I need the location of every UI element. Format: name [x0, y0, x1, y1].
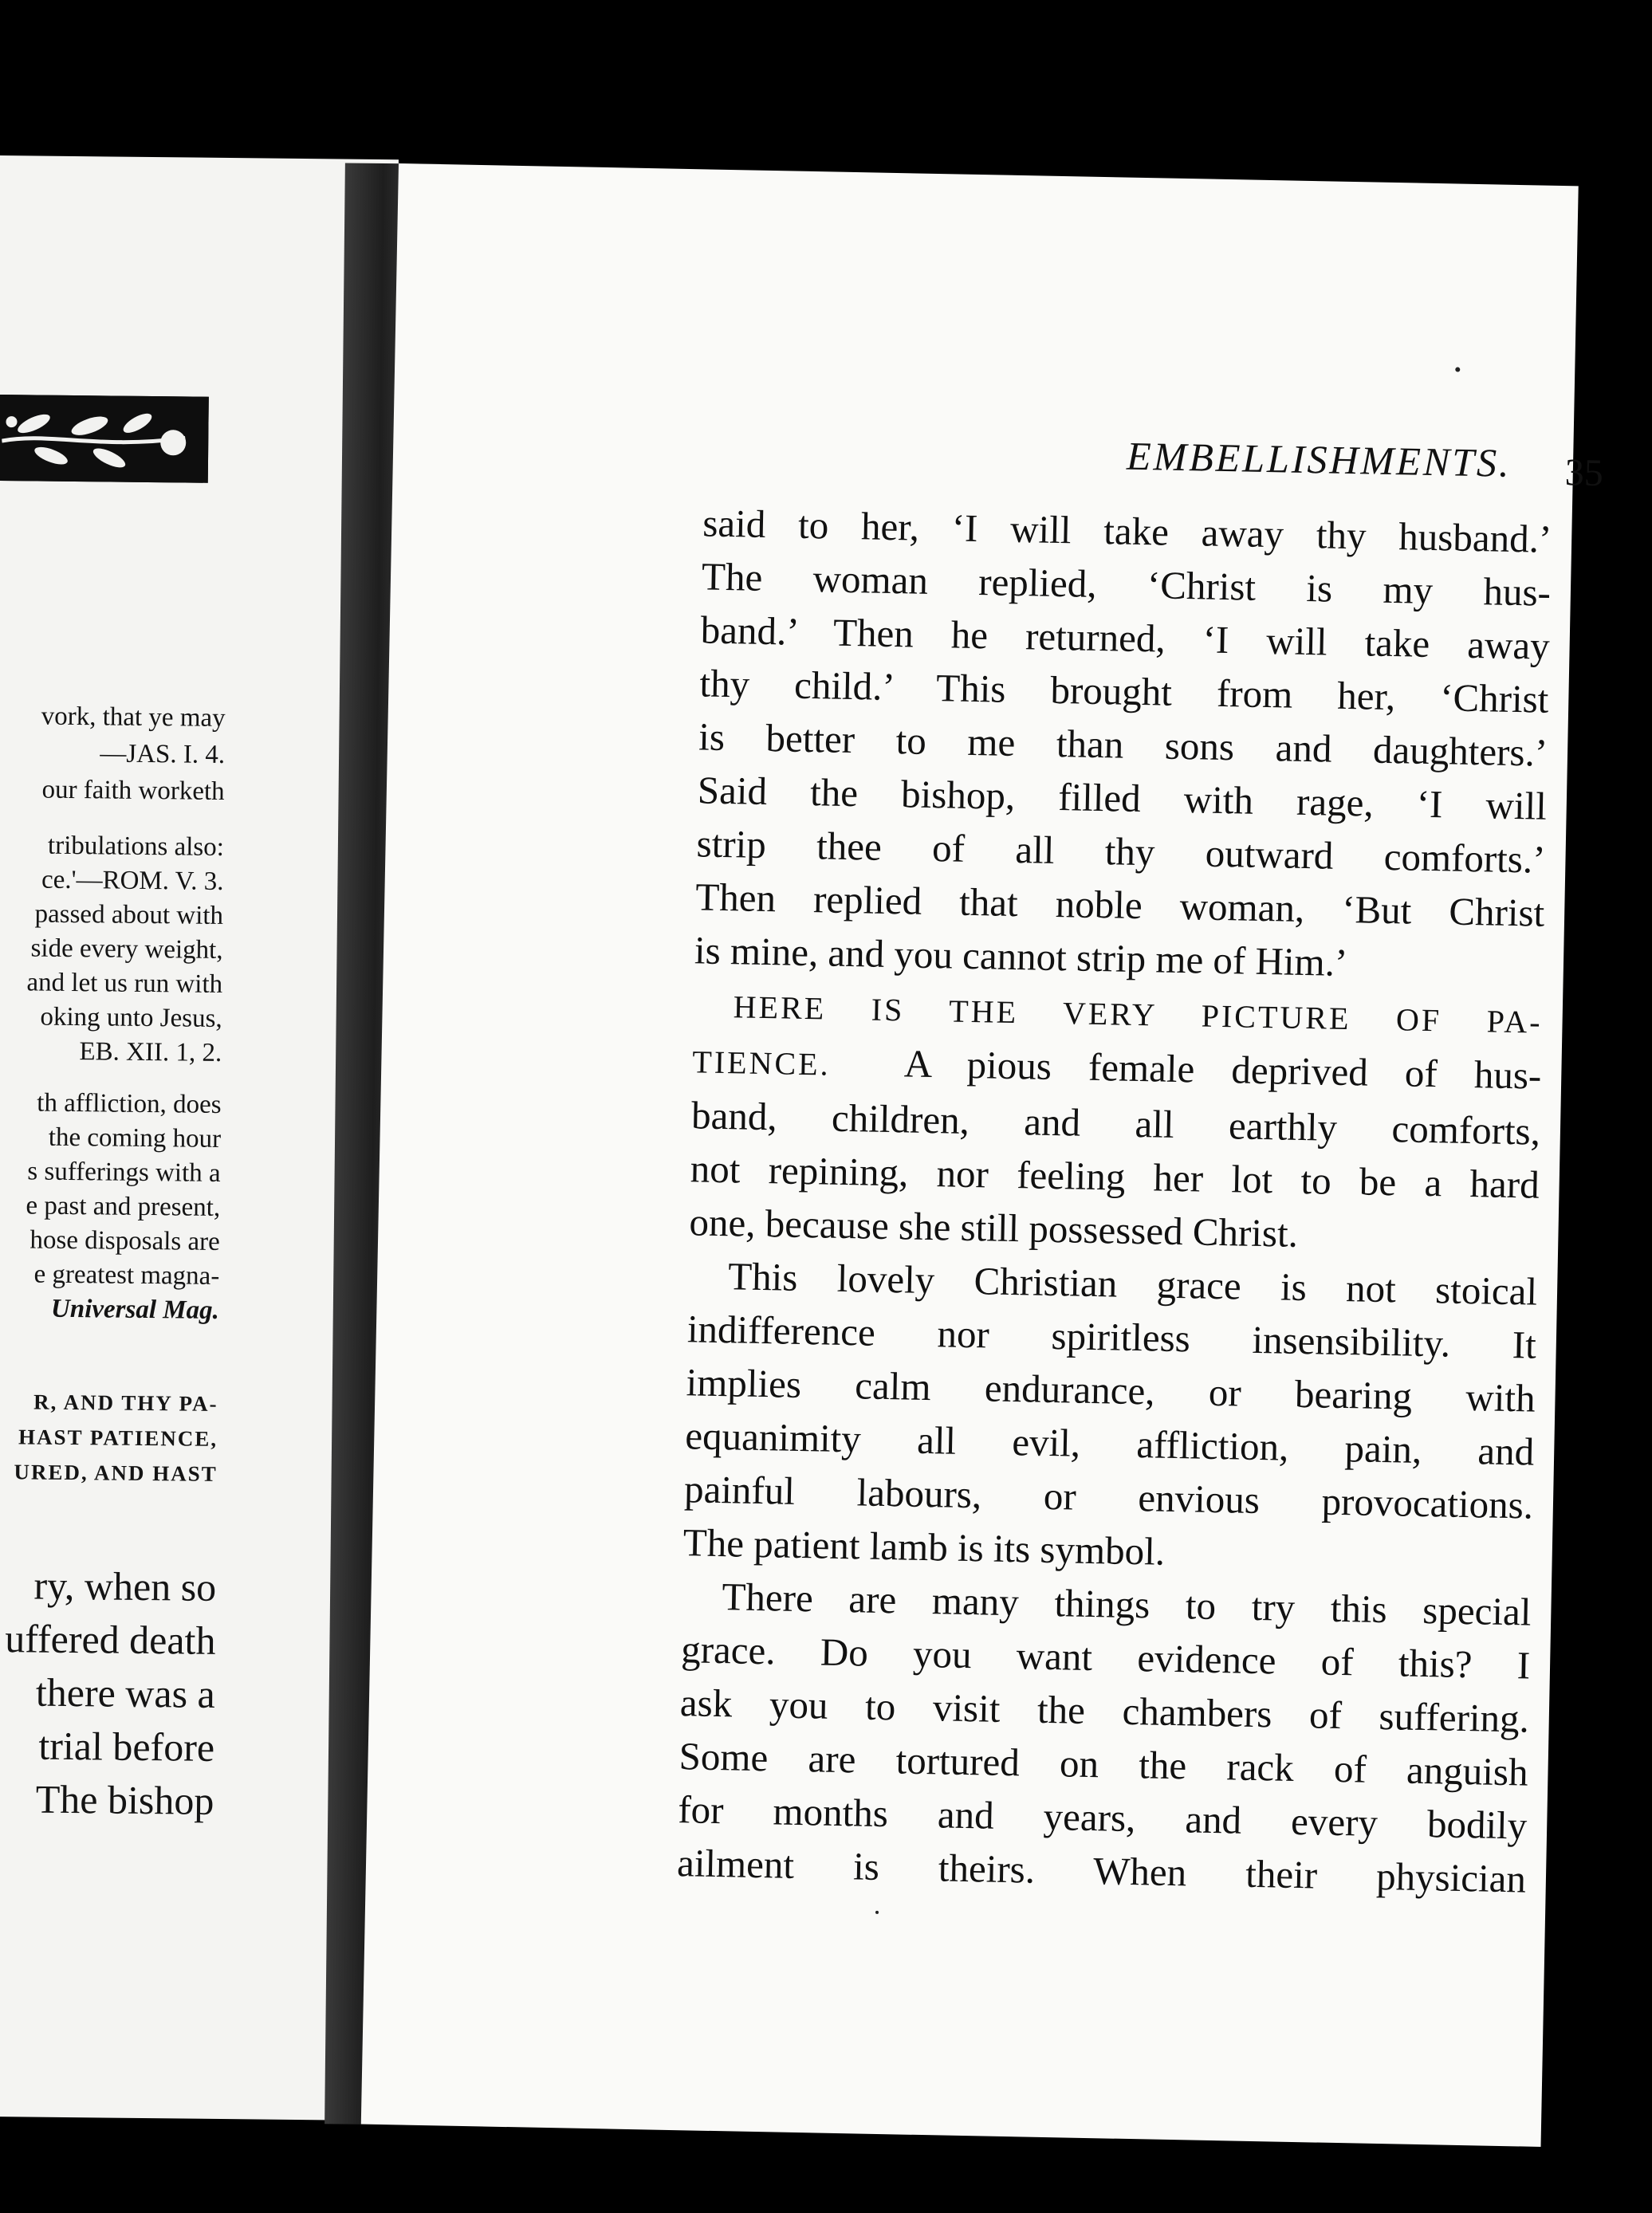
paper-speck: [875, 1911, 879, 1914]
text-line: ask you to visit the chambers of suffering.: [679, 1680, 1530, 1741]
left-caps-line: URED, AND HAST: [14, 1460, 218, 1486]
text-line: implies calm endurance, or bearing with: [686, 1360, 1536, 1421]
left-note-line: s sufferings with a: [27, 1157, 221, 1188]
left-caps-line: HAST PATIENCE,: [18, 1425, 218, 1451]
right-page: [361, 163, 1604, 2147]
text-line: The woman replied, ‘Christ is my hus-: [701, 554, 1552, 615]
text-line: Then replied that noble woman, ‘But Christ: [694, 875, 1545, 935]
text-line: said to her, ‘I will take away thy husband.’: [702, 501, 1552, 561]
left-note-line: vork, that ye may: [41, 702, 226, 733]
text-line: grace. Do you want evidence of this? I: [680, 1627, 1531, 1688]
text-line: is mine, and you cannot strip me of Him.’: [694, 928, 1348, 985]
left-caps-line: R, AND THY PA-: [33, 1390, 218, 1416]
left-note-line: th affliction, does: [37, 1088, 222, 1119]
left-note-line: e greatest magna-: [33, 1260, 220, 1291]
left-note-line: our faith worketh: [41, 775, 225, 806]
text-line: The patient lamb is its symbol.: [682, 1520, 1166, 1574]
text-line: for months and years, and every bodily: [677, 1787, 1528, 1848]
left-note-line: oking unto Jesus,: [40, 1002, 222, 1033]
leaf-vine-ornament-icon: [0, 395, 209, 483]
small-caps-heading-end: TIENCE.: [692, 1044, 832, 1083]
text-line: Said the bishop, filled with rage, ‘I will: [697, 768, 1548, 828]
text-line: is better to me than sons and daughters.’: [698, 714, 1548, 775]
page-header: [695, 424, 1613, 505]
left-body-line: ry, when so: [33, 1562, 217, 1610]
left-note-source: Universal Mag.: [50, 1294, 220, 1325]
text-line: thy child.’ This brought from her, ‘Christ: [699, 661, 1549, 721]
body-text: [677, 496, 1552, 1905]
left-note-line: and let us run with: [26, 968, 223, 999]
text-line: painful labours, or envious provocations.: [683, 1467, 1534, 1527]
text-line: band, children, and all earthly comforts,: [690, 1093, 1541, 1154]
text-line: strip thee of all thy outward comforts.’: [696, 821, 1547, 882]
paper-speck: [1455, 367, 1460, 371]
running-head: EMBELLISHMENTS.: [1126, 433, 1512, 485]
small-caps-heading: HERE IS THE VERY PICTURE OF PA-: [733, 989, 1544, 1040]
left-note-line: EB. XII. 1, 2.: [79, 1037, 222, 1067]
left-note-line: e past and present,: [26, 1191, 221, 1222]
left-note-line: hose disposals are: [30, 1225, 220, 1256]
text-line: equanimity all evil, affliction, pain, and: [684, 1413, 1535, 1474]
text-line-tail: A pious female deprived of hus-: [903, 1041, 1542, 1098]
left-note-line: ce.'—ROM. V. 3.: [41, 865, 224, 896]
text-line: band.’ Then he returned, ‘I will take away: [700, 607, 1551, 668]
left-note-line: —JAS. I. 4.: [100, 739, 226, 769]
left-note-line: side every weight,: [30, 934, 223, 965]
text-line: one, because she still possessed Christ.: [689, 1200, 1299, 1256]
left-note-line: the coming hour: [48, 1122, 222, 1154]
page-number: 35: [1564, 451, 1604, 495]
text-line: indifference nor spiritless insensibility. It: [686, 1307, 1537, 1367]
text-line: ailment is theirs. When their physician: [676, 1841, 1527, 1901]
text-line: This lovely Christian grace is not stoical: [727, 1254, 1538, 1314]
left-body-line: trial before: [38, 1723, 215, 1770]
left-note-line: passed about with: [34, 899, 224, 930]
left-body-line: uffered death: [5, 1616, 216, 1663]
text-line: Some are tortured on the rack of anguish: [678, 1734, 1529, 1794]
left-note-line: tribulations also:: [47, 831, 225, 862]
text-line: not repining, nor feeling her lot to be a hard: [690, 1146, 1540, 1207]
left-body-line: The bishop: [35, 1776, 214, 1823]
text-line: There are many things to try this special: [722, 1574, 1532, 1634]
left-body-line: there was a: [35, 1669, 216, 1716]
